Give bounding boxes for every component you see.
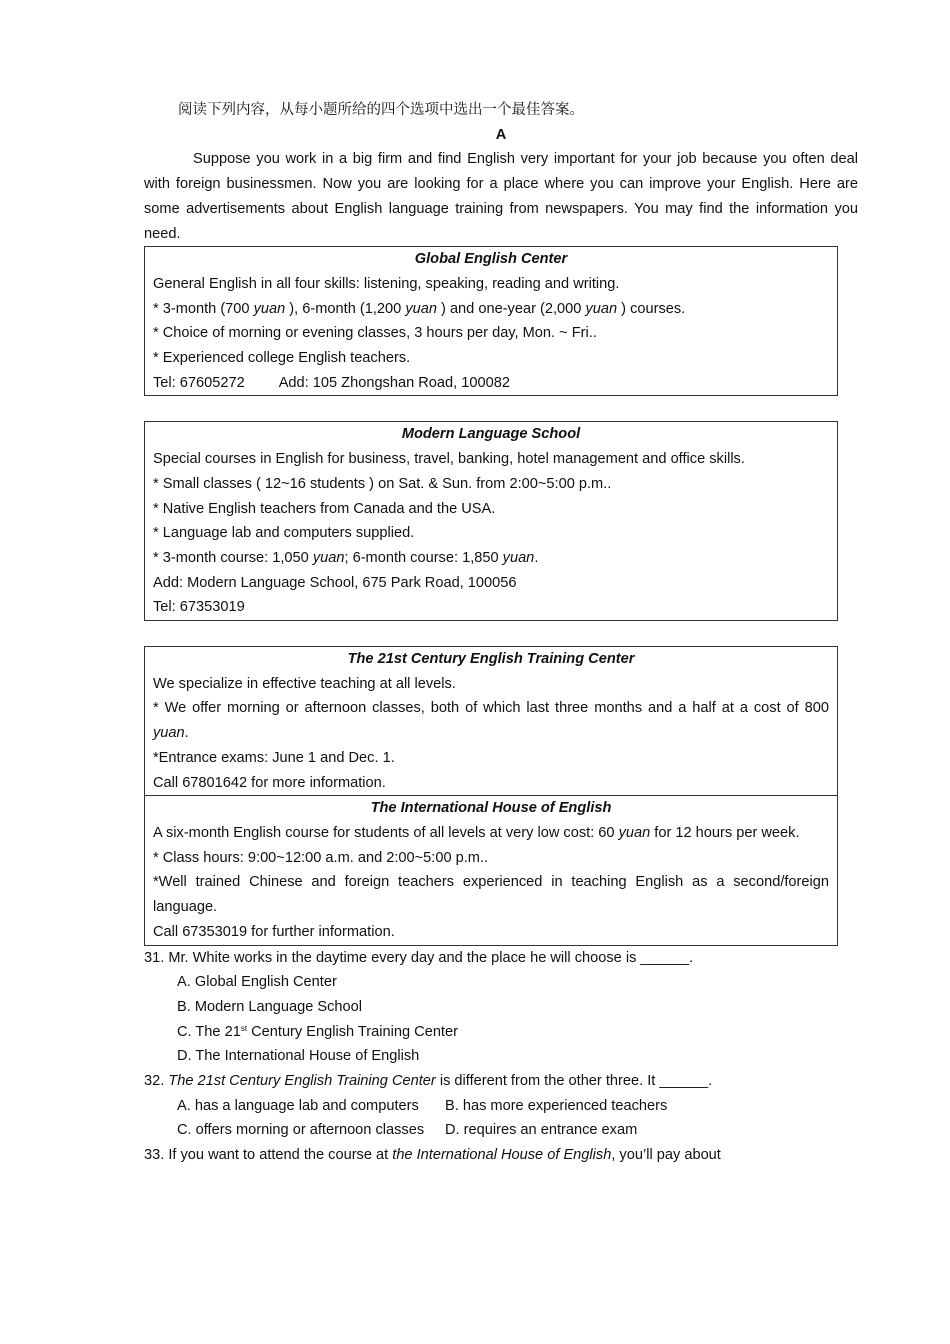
ad-line: Call 67353019 for further information. — [153, 923, 395, 940]
section-label: A — [495, 126, 507, 143]
question-33 — [144, 1143, 858, 1168]
text-run: The 21st Century English Training Center — [168, 1073, 436, 1090]
ad-line: We specialize in effective teaching at all levels. — [153, 675, 456, 692]
ad-modern-language-school — [144, 421, 838, 621]
ad-global-english-center — [144, 246, 838, 396]
text-run: yuan — [502, 549, 535, 566]
ad-line: Call 67801642 for more information. — [153, 774, 386, 791]
text-run: . — [184, 725, 189, 742]
options-32-row-1 — [144, 1094, 858, 1119]
text-run: 33. If you want to attend the course at — [144, 1147, 393, 1164]
ad-line: * Small classes ( 12~16 students ) on Sat. & Sun. from 2:00~5:00 p.m.. — [153, 475, 612, 492]
ad-line: General English in all four skills: listening, speaking, reading and writing. — [153, 275, 620, 292]
text-run: C. The 21 — [177, 1023, 241, 1040]
ad-title: The International House of English — [370, 800, 612, 817]
option-31-a: A. Global English Center — [177, 974, 337, 991]
superscript: st — [240, 1023, 248, 1033]
option-32-b: B. has more experienced teachers — [445, 1097, 668, 1114]
question-31: 31. Mr. White works in the daytime every day and the place he will choose is ______. — [144, 949, 694, 966]
text-run: yuan — [618, 824, 651, 841]
option-31-c — [144, 1020, 858, 1045]
ad-tel: Tel: 67605272 — [153, 374, 245, 391]
text-run: A six-month English course for students of all levels at very low cost: 60 — [153, 824, 619, 841]
question-32 — [144, 1069, 858, 1094]
ad-tel: Tel: 67353019 — [153, 599, 245, 616]
text-run: yuan — [405, 300, 437, 317]
ad-21st-century-center — [144, 646, 838, 796]
option-32-a: A. has a language lab and computers — [177, 1097, 419, 1114]
ad-line-classes — [153, 696, 829, 745]
text-run: yuan — [253, 300, 286, 317]
text-run: 32. — [144, 1073, 169, 1090]
ad-title: Global English Center — [414, 251, 568, 268]
ad-line: * Class hours: 9:00~12:00 a.m. and 2:00~5:00 p.m.. — [153, 849, 489, 866]
intro-paragraph: Suppose you work in a big firm and find English very important for your job because you often deal with foreign businessmen. Now you are looking for a place where you can improve your English. Here are some advertisements about English language training from newspapers. You may find the information you need. — [144, 151, 858, 242]
text-run: ), 6-month (1,200 — [285, 300, 406, 317]
ad-title: Modern Language School — [401, 426, 581, 443]
text-run: yuan — [153, 725, 185, 742]
instruction: 阅读下列内容，从每小题所给的四个选项中选出一个最佳答案。 — [178, 102, 584, 118]
text-run: for 12 hours per week. — [650, 824, 800, 841]
options-32-row-2 — [144, 1118, 858, 1143]
option-31-b: B. Modern Language School — [177, 998, 362, 1015]
ad-international-house — [144, 796, 838, 945]
ad-line-prices — [153, 546, 829, 571]
text-run: * 3-month (700 — [153, 300, 254, 317]
ad-address: Add: Modern Language School, 675 Park Road, 100056 — [153, 574, 517, 591]
text-run: Century English Training Center — [247, 1023, 458, 1040]
text-run: * We offer morning or afternoon classes, both of which last three months and a half at a cost of 800 — [153, 700, 829, 717]
ad-address: Add: 105 Zhongshan Road, 100082 — [278, 374, 510, 391]
option-32-d: D. requires an entrance exam — [445, 1122, 638, 1139]
ad-line: * Native English teachers from Canada and the USA. — [153, 500, 496, 517]
text-run: yuan — [312, 549, 345, 566]
ad-line-prices — [153, 297, 829, 322]
ad-title: The 21st Century English Training Center — [347, 651, 635, 668]
text-run: , you’ll pay about — [611, 1147, 721, 1164]
ad-line: * Choice of morning or evening classes, 3 hours per day, Mon. ~ Fri.. — [153, 325, 597, 342]
ad-line: Special courses in English for business, travel, banking, hotel management and office skills. — [153, 451, 745, 468]
ad-line: *Well trained Chinese and foreign teachers experienced in teaching English as a second/foreign language. — [153, 874, 829, 916]
text-run: is different from the other three. It ______. — [435, 1073, 713, 1090]
text-run: ) and one-year (2,000 — [436, 300, 586, 317]
option-32-c: C. offers morning or afternoon classes — [177, 1122, 425, 1139]
option-31-d: D. The International House of English — [177, 1048, 420, 1065]
text-run: the International House of English — [392, 1147, 612, 1164]
ad-line-course — [153, 821, 829, 846]
ad-line: * Language lab and computers supplied. — [153, 525, 415, 542]
text-run: . — [534, 549, 539, 566]
text-run: yuan — [585, 300, 618, 317]
ad-line: *Entrance exams: June 1 and Dec. 1. — [153, 749, 395, 766]
document-body — [144, 98, 858, 1168]
ad-line: * Experienced college English teachers. — [153, 350, 411, 367]
text-run: ; 6-month course: 1,850 — [344, 549, 503, 566]
ad-contact — [153, 371, 829, 396]
text-run: ) courses. — [617, 300, 686, 317]
text-run: * 3-month course: 1,050 — [153, 549, 313, 566]
